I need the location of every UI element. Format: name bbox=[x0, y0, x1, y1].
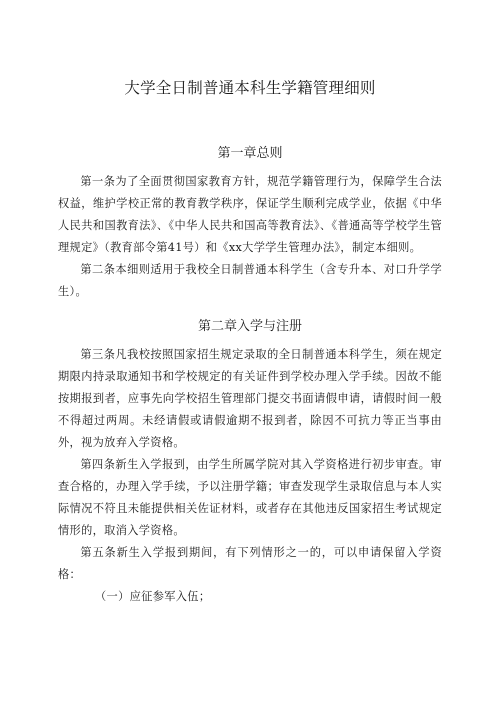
article-3-paragraph: 第三条凡我校按照国家招生规定录取的全日制普通本科学生，须在规定期限内持录取通知书和学校规定的有关证件到学校办理入学手续。因故不能按期报到者，应事先向学校招生管理部门提交书面请假申请，请假时间一般不得超过两周。未经请假或请假逾期不报到者，除因不可抗力等正当事由外，视为放弃入学资格。 bbox=[58, 348, 442, 449]
article-4-paragraph: 第四条新生入学报到，由学生所属学院对其入学资格进行初步审查。审查合格的，办理入学手续，予以注册学籍；审查发现学生录取信息与本人实际情况不符且未能提供相关佐证材料，或者存在其他违反国家招生考试规定情形的，取消入学资格。 bbox=[58, 458, 442, 537]
article-1-paragraph: 第一条为了全面贯彻国家教育方针，规范学籍管理行为，保障学生合法权益，维护学校正常的教育教学秩序，保证学生顺利完成学业，依据《中华人民共和国教育法》、《中华人民共和国高等教育法》、《普通高等学校学生管理规定》（教育部令第41号）和《xx大学学生管理办法》，制定本细则。 bbox=[58, 175, 442, 254]
list-item: （一）应征参军入伍； bbox=[95, 590, 211, 603]
chapter-1 bbox=[58, 142, 442, 303]
chapter-1-heading: 第一章总则 bbox=[217, 146, 283, 161]
document-title: 大学全日制普通本科生学籍管理细则 bbox=[124, 79, 376, 97]
chapter-2-heading: 第二章入学与注册 bbox=[197, 319, 302, 334]
chapter-2 bbox=[58, 315, 442, 608]
article-5-paragraph: 第五条新生入学报到期间，有下列情形之一的，可以申请保留入学资格： bbox=[58, 546, 442, 581]
article-2-paragraph: 第二条本细则适用于我校全日制普通本科学生（含专升本、对口升学学生）。 bbox=[58, 263, 442, 298]
